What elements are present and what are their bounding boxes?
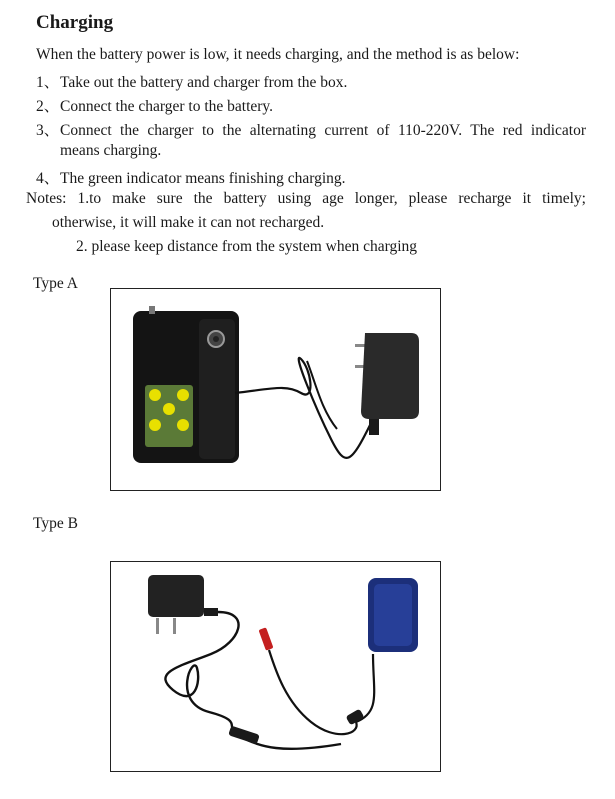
charger-adapter-b [148, 575, 218, 634]
step-4-text: The green indicator means finishing charging. [60, 170, 346, 187]
notes-line-3: 2. please keep distance from the system when charging [76, 238, 418, 255]
type-a-label: Type A [33, 275, 78, 292]
step-3-number: 3、 [36, 122, 60, 139]
battery-box [133, 306, 239, 463]
notes-line-2: otherwise, it will make it can not recharged. [52, 214, 325, 231]
step-2 [36, 94, 273, 116]
page-heading: Charging [36, 12, 114, 33]
battery-pack [368, 578, 418, 652]
step-3-text: Connect the charger to the alternating current of 110-220V. The red indicator [60, 122, 586, 139]
notes-line-1: Notes: 1.to make sure the battery using age longer, please recharge it timely; [26, 190, 586, 207]
step-3-continued: means charging. [60, 142, 162, 159]
step-2-number: 2、 [36, 98, 60, 115]
step-2-text: Connect the charger to the battery. [60, 98, 274, 115]
type-b-label: Type B [33, 515, 78, 532]
type-b-photo [110, 561, 441, 772]
intro-text: When the battery power is low, it needs charging, and the method is as below: [36, 46, 520, 63]
charger-adapter [355, 333, 419, 435]
step-4 [36, 166, 346, 188]
type-b-illustration [111, 562, 440, 771]
step-1-text: Take out the battery and charger from the box. [60, 74, 348, 91]
type-a-photo [110, 288, 441, 491]
step-3 [36, 118, 586, 140]
type-a-illustration [111, 289, 440, 490]
step-1-number: 1、 [36, 74, 60, 91]
step-4-number: 4、 [36, 170, 60, 187]
step-1 [36, 70, 347, 92]
